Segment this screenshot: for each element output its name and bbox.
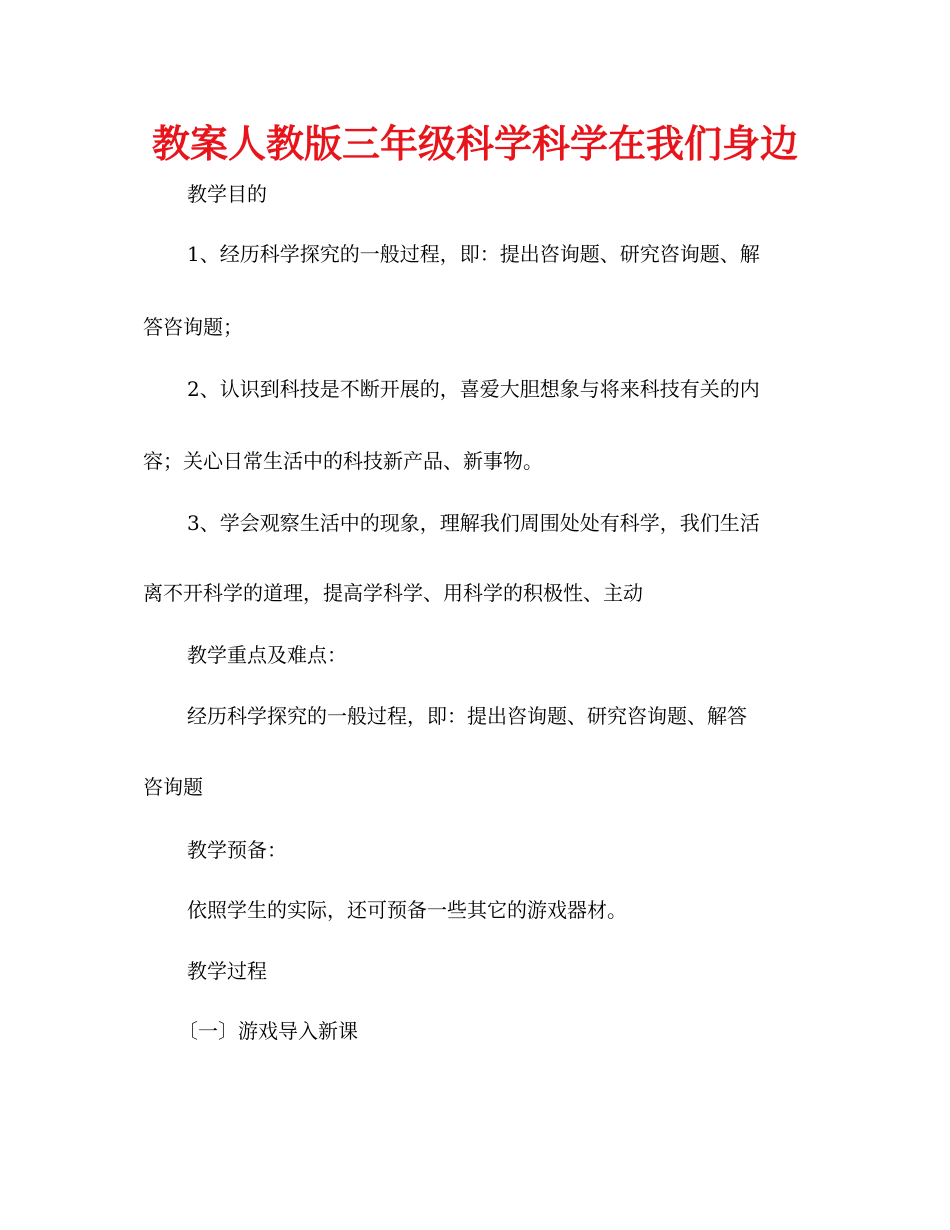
goal-1-line-2: 答咨询题； (143, 315, 243, 339)
document-title: 教案人教版三年级科学科学在我们身边 (151, 122, 798, 166)
goal-2-line-2: 容；关心日常生活中的科技新产品、新事物。 (143, 449, 543, 473)
heading-teaching-goals: 教学目的 (187, 182, 267, 206)
preparation-text: 依照学生的实际，还可预备一些其它的游戏器材。 (187, 898, 627, 922)
goal-1-line-1: 1、经历科学探究的一般过程，即：提出咨询题、研究咨询题、解 (187, 242, 760, 266)
goal-2-line-1: 2、认识到科技是不断开展的，喜爱大胆想象与将来科技有关的内 (187, 377, 760, 401)
heading-preparation: 教学预备： (187, 838, 287, 862)
key-points-line-2: 咨询题 (143, 775, 203, 799)
heading-key-points: 教学重点及难点： (187, 643, 347, 667)
goal-3-line-1: 3、学会观察生活中的现象，理解我们周围处处有科学，我们生活 (187, 511, 760, 535)
heading-teaching-process: 教学过程 (187, 959, 267, 983)
goal-3-line-2: 离不开科学的道理，提高学科学、用科学的积极性、主动 (143, 581, 643, 605)
key-points-line-1: 经历科学探究的一般过程，即：提出咨询题、研究咨询题、解答 (187, 704, 747, 728)
process-step-1: 〔一〕游戏导入新课 (178, 1019, 358, 1043)
